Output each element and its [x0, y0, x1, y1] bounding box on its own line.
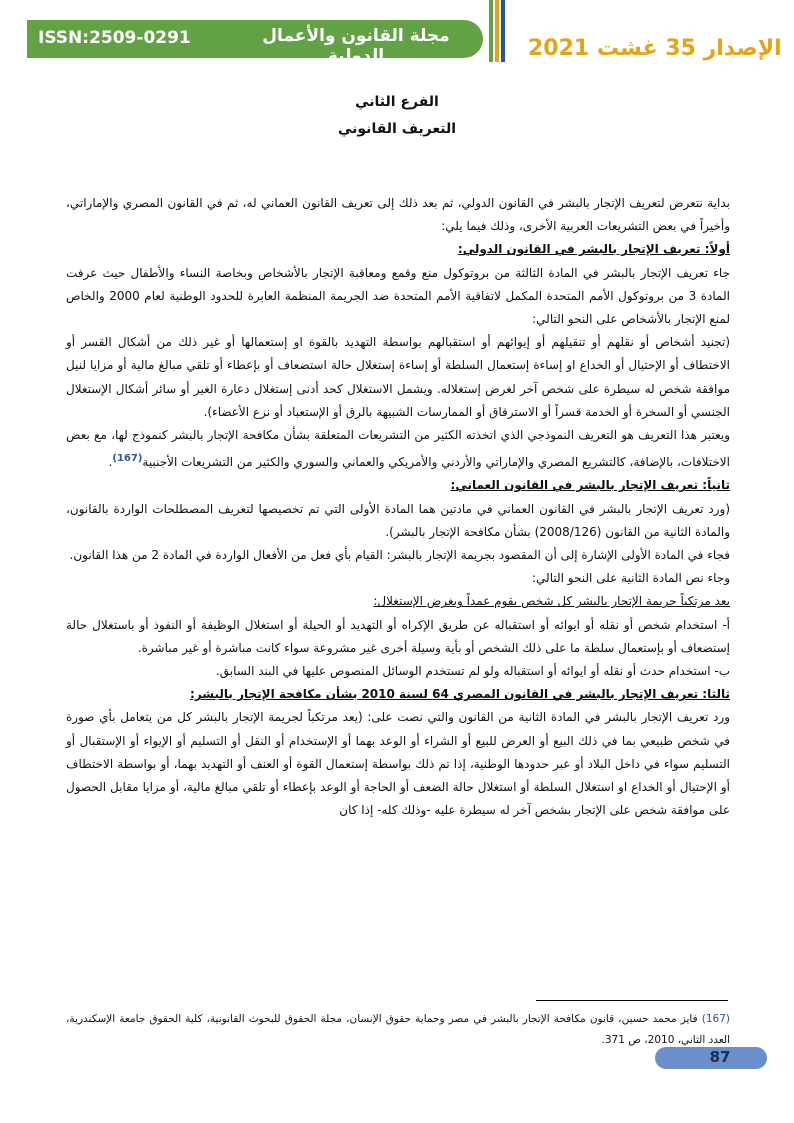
paragraph-clause-b: ب- استخدام حدث أو نقله أو ايوائه أو استقباله ولو لم تستخدم الوسائل المنصوص عليها في البند السابق.: [215, 664, 730, 679]
paragraph-model-text: ويعتبر هذا التعريف هو التعريف النموذجي الذي اتخذته الكثير من التشريعات المتعلقة بشأن مكافحة الإتجار بالبشر كنموذج لها، مع بعض الاختلافات، بالإضافة، كالتشريع المصري والإماراتي والأردني والأمريكي والعماني والسوري والكثير من التشريعات الأجنبية: [66, 428, 730, 470]
intro-paragraph: بداية نتعرض لتعريف الإتجار بالبشر في القانون الدولي، ثم بعد ذلك إلى تعريف القانون العماني له، ثم في القانون المصري والإماراتي، وأخيراً في بعض التشريعات العربية الأخرى، وذلك فيما يلي:: [66, 196, 730, 234]
page-number: 87: [709, 1048, 731, 1066]
header-divider-blue: [501, 0, 505, 62]
heading-crime-definition: يعد مرتكباً جريمة الإتجار بالبشر كل شخص يقوم عمداً وبغرض الإستغلال:: [373, 594, 730, 609]
header-divider-orange: [495, 0, 499, 62]
paragraph-model-definition: [66, 424, 730, 474]
footnote-reference[interactable]: (167): [112, 453, 143, 465]
footnote-number: (167): [701, 1013, 730, 1025]
article-body: [66, 192, 730, 822]
branch-title: الفرع الثاني: [355, 94, 439, 110]
paragraph-clause-a: أ- استخدام شخص أو نقله أو ايوائه أو استقباله عن طريق الإكراه أو التهديد أو الحيلة أو استغلال الوظيفة أو النفوذ أو باستغلال حالة إستضعاف أو بإستعمال سلطة ما على ذلك الشخص أو بأية وسيلة أخرى غير مشروعة سواء كانت مباشرة أو غير مباشرة.: [66, 617, 730, 655]
footnote: [66, 1009, 730, 1051]
header-divider-green: [489, 0, 493, 62]
issn-label: ISSN:2509-0291: [38, 28, 191, 48]
footnote-text: فايز محمد حسين، قانون مكافحة الإتجار بالبشر في مصر وحماية حقوق الإنسان، مجلة الحقوق للبحوث القانونية، كلية الحقوق جامعة الإسكندرية، العدد الثاني، 2010، ص 371.: [66, 1013, 730, 1046]
heading-egyptian-law: ثالثا: تعريف الإتجار بالبشر في القانون المصري 64 لسنة 2010 بشأن مكافحة الإتجار بالبشر:: [190, 687, 730, 702]
footnote-separator: [536, 1000, 728, 1001]
issue-label: الإصدار 35 غشت 2021: [528, 36, 782, 61]
heading-omani-law: ثانياً: تعريف الإتجار بالبشر في القانون العماني:: [450, 478, 730, 493]
heading-international-law: أولاً: تعريف الإتجار بالبشر في القانون الدولي:: [457, 242, 730, 257]
paragraph-model-end: .: [108, 455, 113, 470]
paragraph-article-one: فجاء في المادة الأولى الإشارة إلى أن المقصود بجريمة الإتجار بالبشر: القيام بأي فعل من الأفعال الواردة في المادة 2 من هذا القانون.: [69, 548, 730, 563]
section-title: التعريف القانوني: [337, 121, 457, 137]
paragraph-article-two-intro: وجاء نص المادة الثانية على النحو التالي:: [532, 571, 730, 586]
paragraph-protocol: جاء تعريف الإتجار بالبشر في المادة الثالثة من بروتوكول منع وقمع ومعاقبة الإتجار بالأشخاص وبخاصة النساء والأطفال حيث عرفت المادة 3 من بروتوكول الأمم المتحدة المكمل لاتفاقية الأمم المتحدة ضد الجريمة المنظمة العابرة للحدود الوطنية لعام 2000 والخاص لمنع الإتجار بالأشخاص على النحو التالي:: [66, 265, 730, 327]
paragraph-definition-quote: (تجنيد أشخاص أو نقلهم أو تنقيلهم أو إيوائهم أو استقبالهم بواسطة التهديد بالقوة او إستعمالها أو غير ذلك من أشكال القسر أو الاختطاف أو الإحتيال أو الخداع او إساءة إستعمال السلطة أو إساءة إستغلال حالة استضعاف أو بإعطاء أو تلقي مبالغ مالية أو مزايا لنيل موافقة شخص له سيطرة على شخص آخر لغرض إستغلاله. ويشمل الاستغلال كحد أدنى إستغلال دعارة الغير أو سائر أشكال الإستغلال الجنسي أو السخرة أو الخدمة قسراً أو الاسترقاق أو الممارسات الشبيهة بالرق أو الإستعباد أو نزع الأعضاء).: [66, 335, 730, 419]
paragraph-omani-definition: (ورد تعريف الإتجار بالبشر في القانون العماني في مادتين هما المادة الأولى التي تم تخصيصها لتعريف المصطلحات الواردة بالقانون، والمادة الثانية من القانون (2008/126) بشأن مكافحة الإتجار بالبشر).: [66, 501, 730, 539]
journal-title: مجلة القانون والأعمال الدولية: [262, 26, 450, 66]
paragraph-egyptian-definition: ورد تعريف الإتجار بالبشر في المادة الثانية من القانون والتي نصت على: (يعد مرتكباً لجريمة الإتجار بالبشر كل من يتعامل بأي صورة في شخص طبيعي بما في ذلك البيع أو العرض للبيع أو الشراء أو الوعد بهما أو الإستخدام أو النقل أو التسليم أو الإيواء أو الإستقبال أو التسليم سواء في داخل البلاد أو عبر حدودها الوطنية، إذا تم ذلك بواسطة إستعمال القوة أو العنف أو التهديد بهما، أو بواسطة الاختطاف أو الإحتيال أو الخداع او استغلال السلطة أو استغلال حالة الضعف أو الحاجة أو الوعد بإعطاء أو تلقي مبالغ مالية، أو مزايا مقابل الحصول على موافقة شخص على الإتجار بشخص آخر له سيطرة عليه -وذلك كله- إذا كان: [66, 710, 730, 818]
